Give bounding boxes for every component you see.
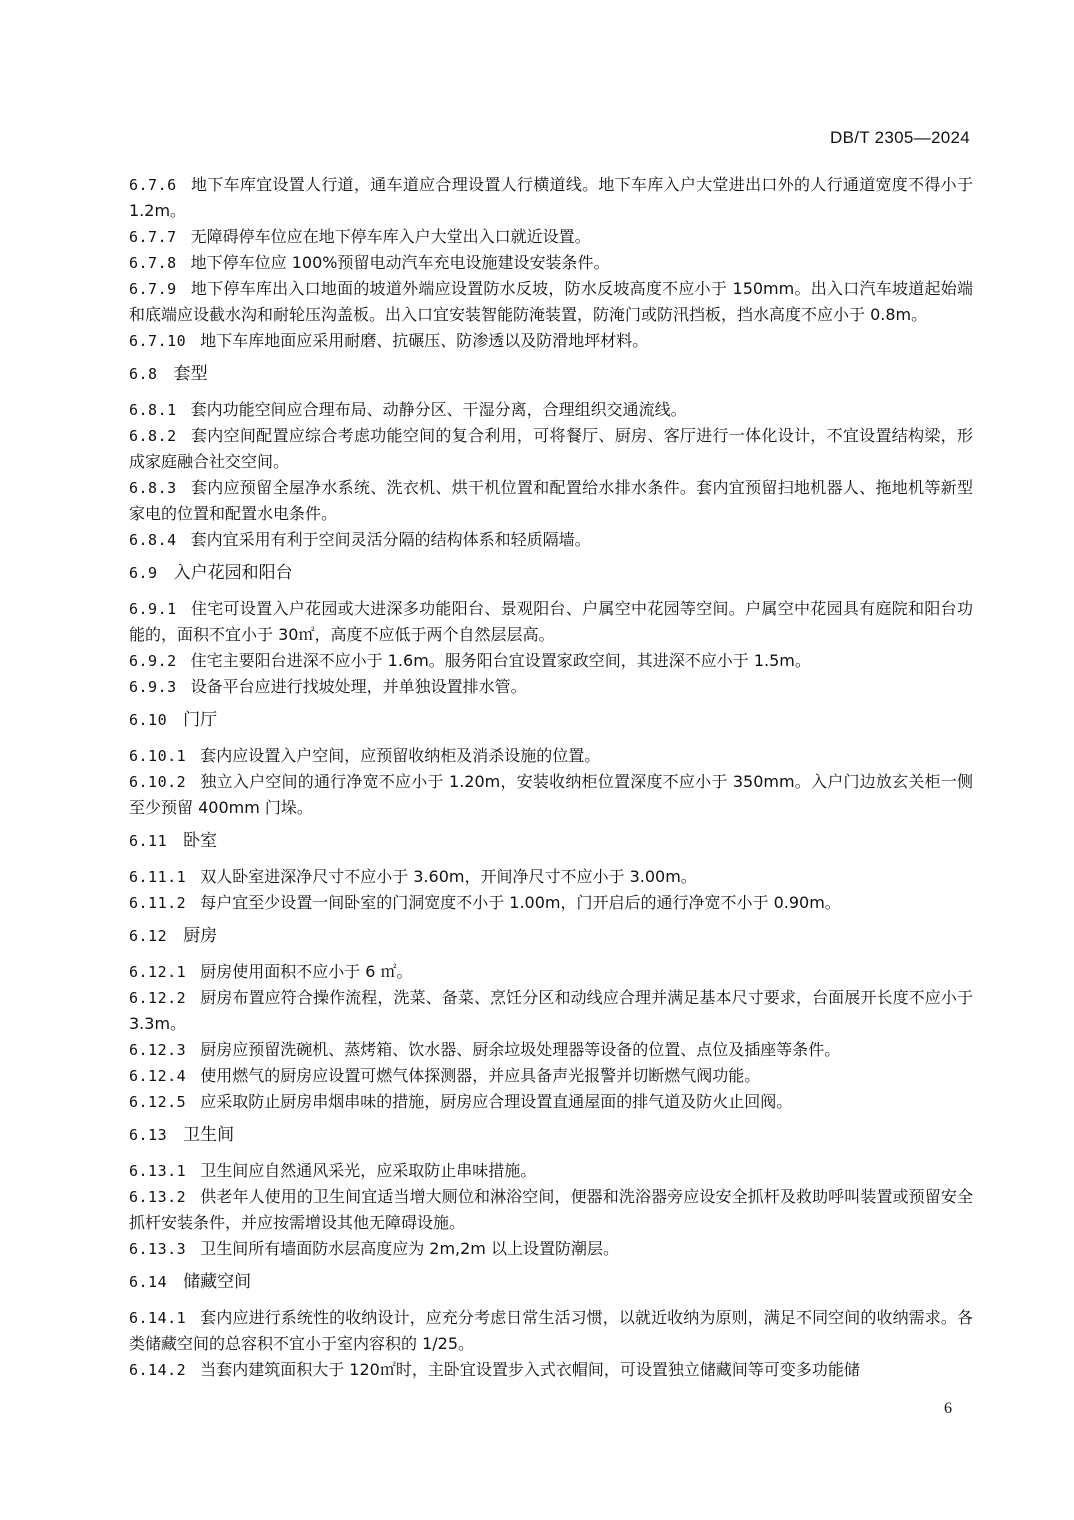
- clause-text: 应采取防止厨房串烟串味的措施，厨房应合理设置直通屋面的排气道及防火止回阀。: [200, 1092, 793, 1111]
- clause-text: 套内应设置入户空间，应预留收纳柜及消杀设施的位置。: [200, 746, 601, 765]
- clause-number: 6.12.3: [129, 1041, 187, 1059]
- clause-number: 6.9.2: [129, 652, 177, 670]
- clause-paragraph: [129, 276, 973, 328]
- clause-text: 设备平台应进行找坡处理，并单独设置排水管。: [190, 677, 527, 696]
- section-title: 厨房: [183, 926, 218, 946]
- section-heading: [129, 1269, 973, 1295]
- clause-paragraph: [129, 1158, 973, 1184]
- clause-text: 套内功能空间应合理布局、动静分区、干湿分离，合理组织交通流线。: [190, 400, 687, 419]
- clause-number: 6.13.1: [129, 1162, 187, 1180]
- clause-text: 套内空间配置应综合考虑功能空间的复合利用，可将餐厅、厨房、客厅进行一体化设计，不宜设置结构梁，形成家庭融合社交空间。: [129, 426, 973, 471]
- section-title: 卫生间: [183, 1125, 235, 1145]
- clause-text: 独立入户空间的通行净宽不应小于 1.20m，安装收纳柜位置深度不应小于 350mm。入户门边放玄关柜一侧至少预留 400mm 门垛。: [129, 772, 973, 817]
- clause-number: 6.8.1: [129, 401, 177, 419]
- clause-number: 6.7.9: [129, 280, 177, 298]
- clause-text: 双人卧室进深净尺寸不应小于 3.60m，开间净尺寸不应小于 3.00m。: [200, 867, 697, 886]
- section-number: 6.8: [129, 365, 158, 383]
- clause-number: 6.14.1: [129, 1309, 187, 1327]
- clause-text: 住宅可设置入户花园或大进深多功能阳台、景观阳台、户属空中花园等空间。户属空中花园具有庭院和阳台功能的，面积不宜小于 30㎡，高度不应低于两个自然层层高。: [129, 599, 973, 644]
- clause-number: 6.12.2: [129, 989, 187, 1007]
- clause-text: 当套内建筑面积大于 120㎡时，主卧宜设置步入式衣帽间，可设置独立储藏间等可变多功能储: [200, 1360, 860, 1379]
- clause-paragraph: [129, 743, 973, 769]
- section-number: 6.10: [129, 711, 168, 729]
- clause-paragraph: [129, 1236, 973, 1262]
- clause-text: 卫生间应自然通风采光，应采取防止串味措施。: [200, 1161, 537, 1180]
- clause-text: 住宅主要阳台进深不应小于 1.6m。服务阳台宜设置家政空间，其进深不应小于 1.5m。: [190, 651, 811, 670]
- clause-paragraph: [129, 1305, 973, 1357]
- clause-paragraph: [129, 250, 973, 276]
- clause-number: 6.13.2: [129, 1188, 187, 1206]
- clause-number: 6.7.6: [129, 176, 177, 194]
- clause-paragraph: [129, 596, 973, 648]
- clause-paragraph: [129, 1357, 973, 1383]
- clause-paragraph: [129, 397, 973, 423]
- clause-number: 6.12.1: [129, 963, 187, 981]
- clause-number: 6.12.4: [129, 1067, 187, 1085]
- clause-paragraph: [129, 959, 973, 985]
- clause-number: 6.9.3: [129, 678, 177, 696]
- clause-paragraph: [129, 224, 973, 250]
- clause-text: 厨房使用面积不应小于 6 ㎡。: [200, 962, 413, 981]
- clause-number: 6.14.2: [129, 1361, 187, 1379]
- section-heading: [129, 707, 973, 733]
- section-heading: [129, 1122, 973, 1148]
- clause-paragraph: [129, 769, 973, 821]
- clause-paragraph: [129, 328, 973, 354]
- clause-number: 6.7.10: [129, 332, 187, 350]
- clause-paragraph: [129, 475, 973, 527]
- clause-paragraph: [129, 527, 973, 553]
- clause-text: 每户宜至少设置一间卧室的门洞宽度不小于 1.00m，门开启后的通行净宽不小于 0.90m。: [200, 893, 841, 912]
- clause-text: 地下车库宜设置人行道，通车道应合理设置人行横道线。地下车库入户大堂进出口外的人行通道宽度不得小于 1.2m。: [129, 175, 973, 220]
- section-title: 套型: [173, 364, 208, 384]
- clause-paragraph: [129, 423, 973, 475]
- clause-text: 厨房应预留洗碗机、蒸烤箱、饮水器、厨余垃圾处理器等设备的位置、点位及插座等条件。: [200, 1040, 841, 1059]
- document-body: [129, 172, 973, 1383]
- clause-paragraph: [129, 1089, 973, 1115]
- clause-text: 地下停车库出入口地面的坡道外端应设置防水反坡，防水反坡高度不应小于 150mm。出入口汽车坡道起始端和底端应设截水沟和耐轮压沟盖板。出入口宜安装智能防淹装置，防淹门或防汛挡板，挡水高度不应小于 0.8m。: [129, 279, 973, 324]
- section-number: 6.12: [129, 927, 168, 945]
- clause-text: 套内应进行系统性的收纳设计，应充分考虑日常生活习惯，以就近收纳为原则，满足不同空间的收纳需求。各类储藏空间的总容积不宜小于室内容积的 1/25。: [129, 1308, 973, 1353]
- section-heading: [129, 361, 973, 387]
- section-title: 储藏空间: [183, 1272, 252, 1292]
- clause-text: 套内宜采用有利于空间灵活分隔的结构体系和轻质隔墙。: [190, 530, 591, 549]
- section-heading: [129, 560, 973, 586]
- clause-number: 6.10.1: [129, 747, 187, 765]
- clause-number: 6.7.7: [129, 228, 177, 246]
- clause-text: 使用燃气的厨房应设置可燃气体探测器，并应具备声光报警并切断燃气阀功能。: [200, 1066, 761, 1085]
- clause-text: 地下车库地面应采用耐磨、抗碾压、防渗透以及防滑地坪材料。: [200, 331, 649, 350]
- clause-paragraph: [129, 674, 973, 700]
- section-number: 6.13: [129, 1126, 168, 1144]
- clause-text: 无障碍停车位应在地下停车库入户大堂出入口就近设置。: [190, 227, 591, 246]
- clause-paragraph: [129, 172, 973, 224]
- clause-paragraph: [129, 1184, 973, 1236]
- clause-text: 套内应预留全屋净水系统、洗衣机、烘干机位置和配置给水排水条件。套内宜预留扫地机器人、拖地机等新型家电的位置和配置水电条件。: [129, 478, 973, 523]
- page-number: 6: [944, 1400, 952, 1417]
- section-number: 6.14: [129, 1273, 168, 1291]
- clause-number: 6.7.8: [129, 254, 177, 272]
- clause-text: 供老年人使用的卫生间宜适当增大厕位和淋浴空间，便器和洗浴器旁应设安全抓杆及救助呼叫装置或预留安全抓杆安装条件，并应按需增设其他无障碍设施。: [129, 1187, 973, 1232]
- clause-number: 6.13.3: [129, 1240, 187, 1258]
- clause-number: 6.12.5: [129, 1093, 187, 1111]
- clause-number: 6.11.2: [129, 894, 187, 912]
- section-title: 卧室: [183, 831, 218, 851]
- section-number: 6.9: [129, 564, 158, 582]
- clause-paragraph: [129, 1037, 973, 1063]
- clause-number: 6.11.1: [129, 868, 187, 886]
- section-heading: [129, 828, 973, 854]
- clause-paragraph: [129, 890, 973, 916]
- section-number: 6.11: [129, 832, 168, 850]
- clause-text: 厨房布置应符合操作流程，洗菜、备菜、烹饪分区和动线应合理并满足基本尺寸要求，台面展开长度不应小于 3.3m。: [129, 988, 973, 1033]
- clause-text: 卫生间所有墙面防水层高度应为 2m,2m 以上设置防潮层。: [200, 1239, 619, 1258]
- clause-paragraph: [129, 864, 973, 890]
- clause-number: 6.10.2: [129, 773, 187, 791]
- clause-paragraph: [129, 648, 973, 674]
- section-title: 入户花园和阳台: [173, 563, 293, 583]
- clause-number: 6.8.3: [129, 479, 177, 497]
- clause-number: 6.8.4: [129, 531, 177, 549]
- clause-number: 6.8.2: [129, 427, 177, 445]
- section-heading: [129, 923, 973, 949]
- document-code: DB/T 2305—2024: [830, 128, 970, 147]
- clause-text: 地下停车位应 100%预留电动汽车充电设施建设安装条件。: [190, 253, 610, 272]
- clause-paragraph: [129, 985, 973, 1037]
- clause-paragraph: [129, 1063, 973, 1089]
- section-title: 门厅: [183, 710, 218, 730]
- clause-number: 6.9.1: [129, 600, 177, 618]
